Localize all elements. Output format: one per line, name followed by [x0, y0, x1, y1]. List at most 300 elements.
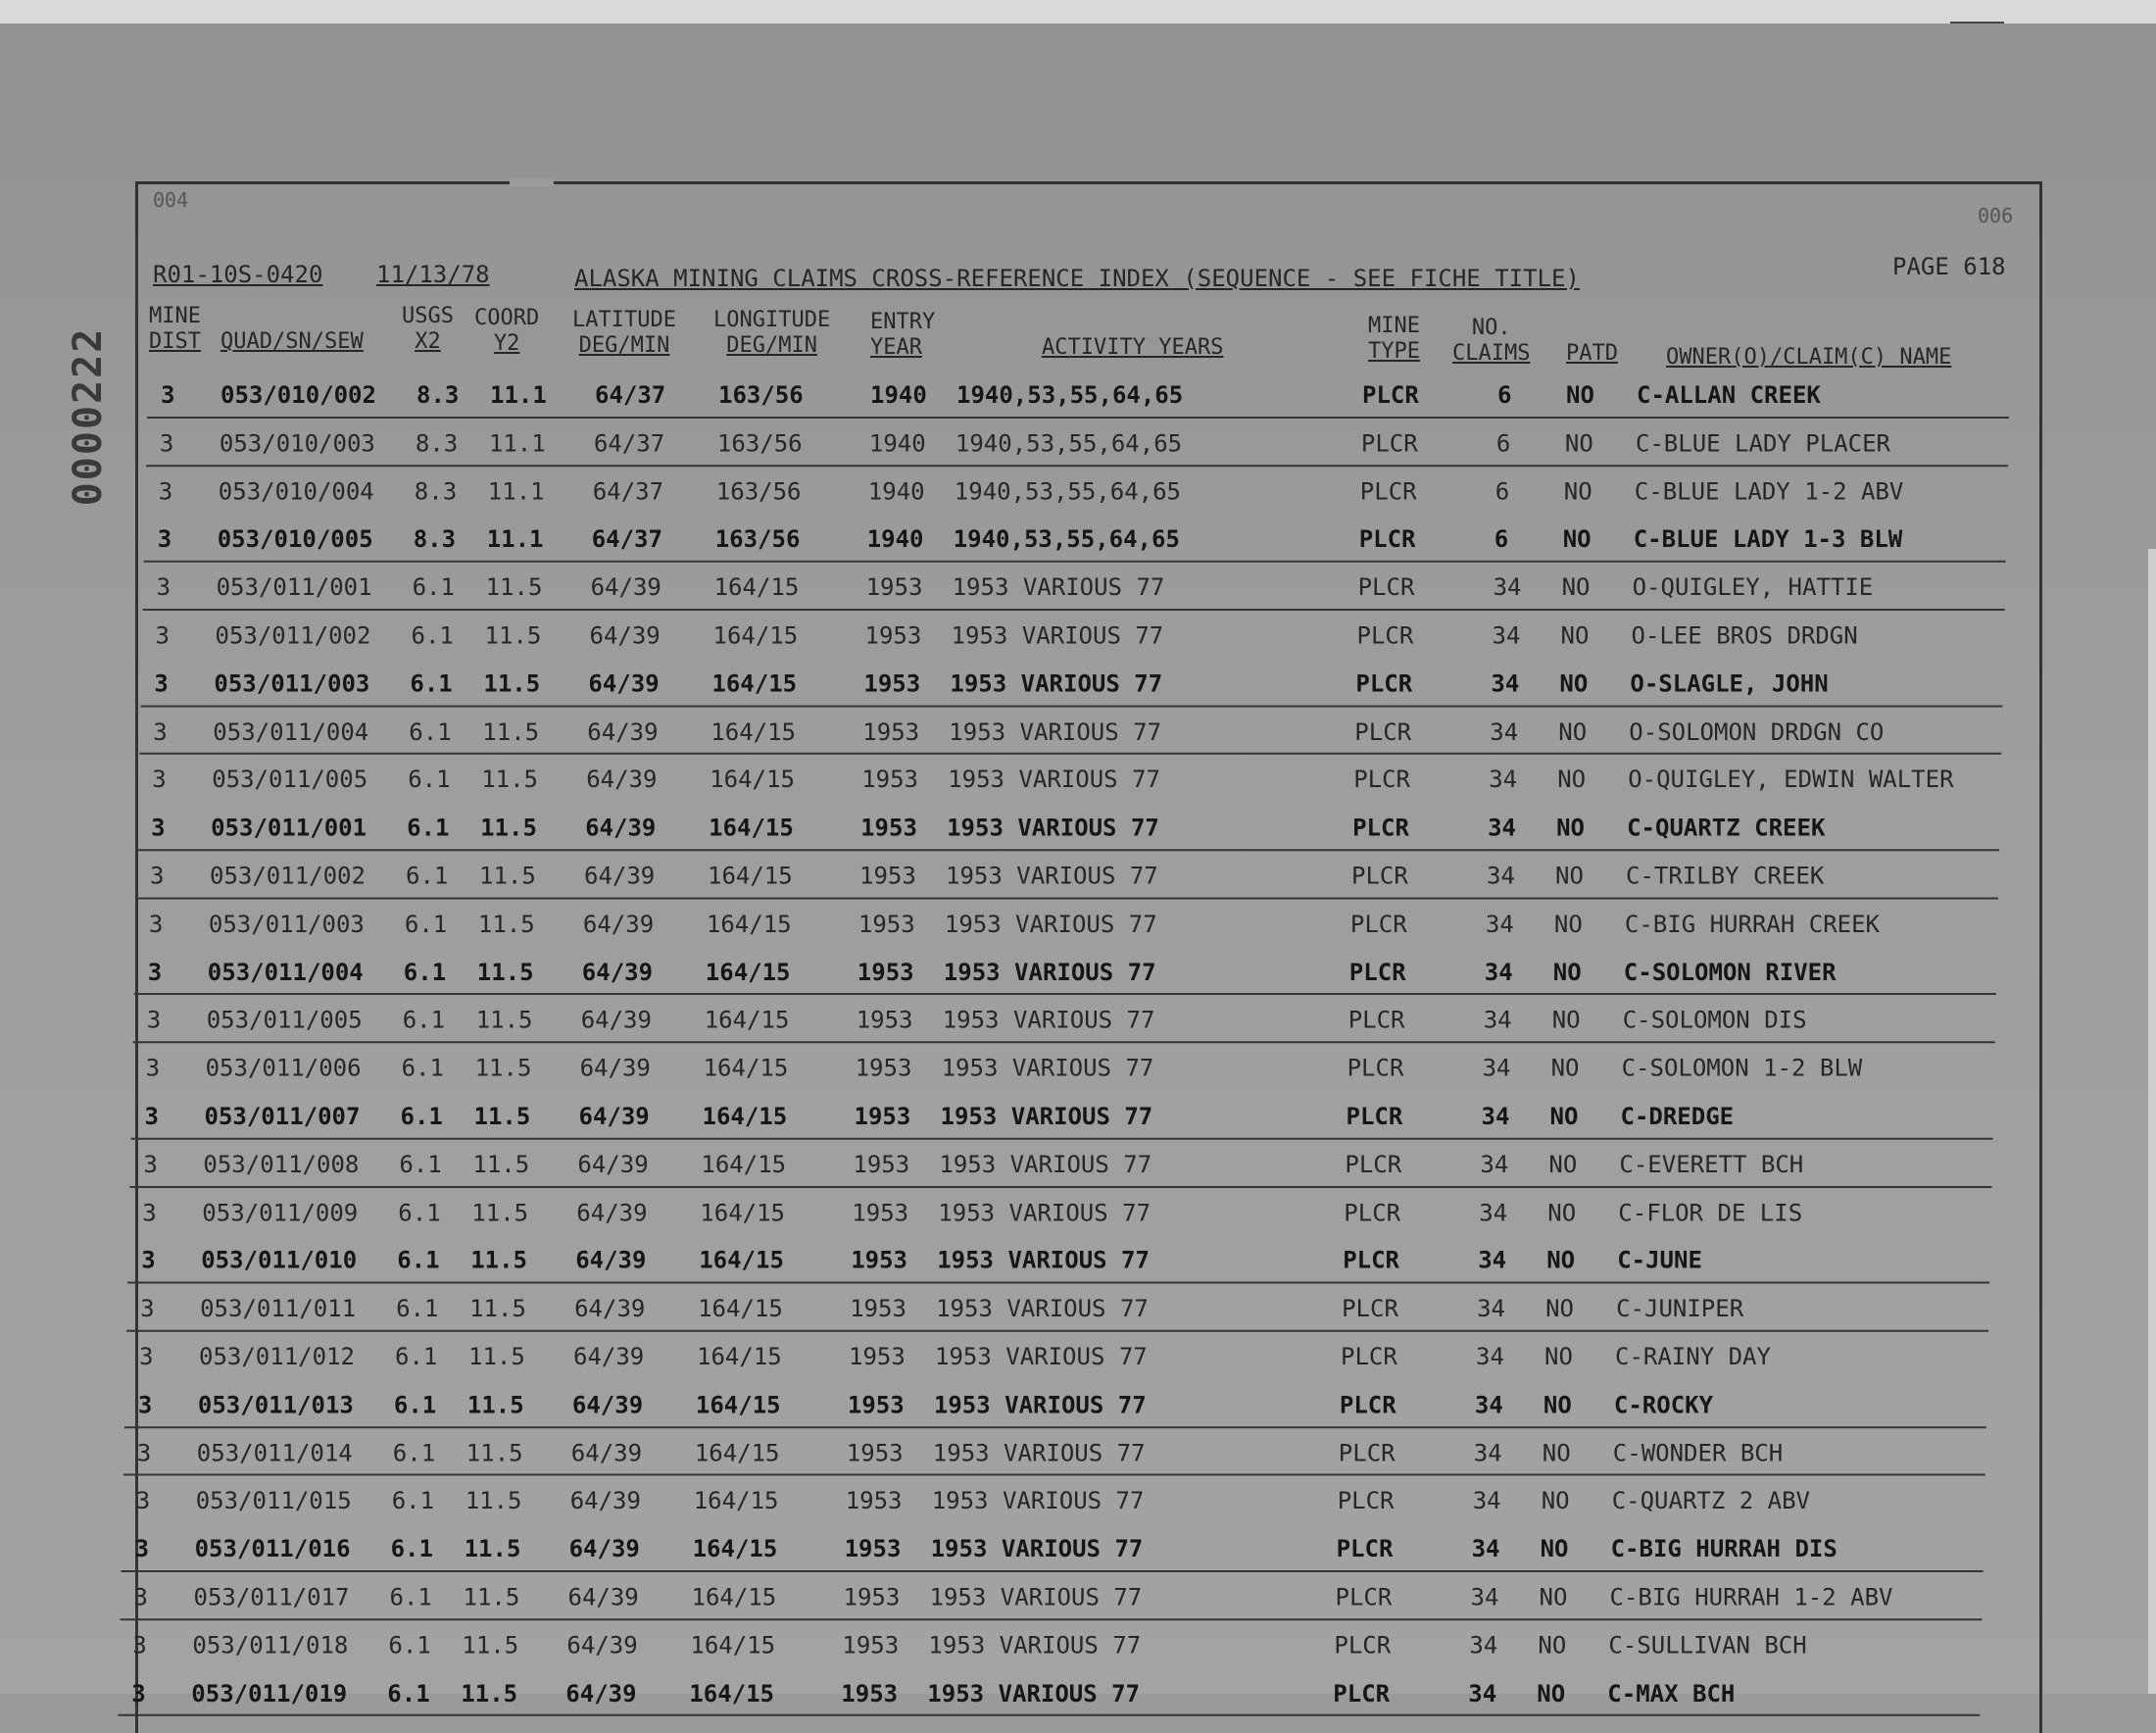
- entry-year-cell: 1940: [868, 429, 926, 458]
- coord-y2-cell: 11.5: [475, 1006, 533, 1034]
- mine-dist-cell: 3: [131, 1679, 146, 1708]
- report-date: 11/13/78: [376, 261, 490, 288]
- table-row: [118, 1670, 1980, 1718]
- usgs-x2-cell: 6.1: [397, 1246, 440, 1274]
- entry-year-cell: 1953: [863, 669, 921, 698]
- table-row: [128, 1190, 1990, 1238]
- quad-cell: 053/010/002: [220, 381, 376, 409]
- claims-count-cell: 34: [1489, 766, 1518, 794]
- activity-years-cell: 1953 VARIOUS 77: [944, 910, 1157, 938]
- entry-year-cell: 1953: [850, 1294, 906, 1322]
- mine-dist-cell: 3: [141, 1246, 156, 1274]
- fiche-number-text: 0000222: [66, 326, 111, 507]
- col-activity-label: ACTIVITY YEARS: [1042, 335, 1224, 360]
- claims-count-cell: 34: [1484, 958, 1513, 986]
- table-row: [122, 1526, 1984, 1574]
- table-row: [121, 1574, 1983, 1622]
- entry-year-cell: 1953: [857, 958, 914, 986]
- latitude-cell: 64/39: [573, 1342, 645, 1370]
- table-row: [123, 1430, 1985, 1478]
- quad-cell: 053/011/008: [203, 1150, 360, 1178]
- patented-cell: NO: [1561, 573, 1591, 602]
- quad-cell: 053/011/017: [193, 1583, 350, 1611]
- mine-type-cell: PLCR: [1351, 862, 1408, 890]
- mine-dist-cell: 3: [145, 1054, 161, 1082]
- quad-cell: 053/011/015: [195, 1487, 352, 1515]
- mine-dist-cell: 3: [143, 1150, 158, 1178]
- activity-years-cell: 1953 VARIOUS 77: [951, 621, 1164, 650]
- claims-count-cell: 34: [1488, 814, 1517, 842]
- coord-y2-cell: 11.5: [471, 1198, 529, 1226]
- longitude-cell: 164/15: [703, 1054, 789, 1082]
- mine-type-cell: PLCR: [1338, 1439, 1396, 1467]
- usgs-x2-cell: 6.1: [390, 1535, 433, 1563]
- mine-dist-cell: 3: [151, 814, 166, 842]
- mine-type-cell: PLCR: [1336, 1535, 1394, 1563]
- patented-cell: NO: [1563, 477, 1592, 506]
- patented-cell: NO: [1538, 1631, 1567, 1659]
- mine-type-cell: PLCR: [1344, 1198, 1401, 1226]
- claims-count-cell: 34: [1480, 1150, 1509, 1178]
- usgs-x2-cell: 6.1: [391, 1487, 435, 1515]
- quad-cell: 053/011/006: [205, 1054, 362, 1082]
- mine-type-cell: PLCR: [1353, 766, 1410, 794]
- longitude-cell: 164/15: [694, 1439, 780, 1467]
- claims-count-cell: 34: [1492, 621, 1521, 650]
- mine-dist-cell: 3: [140, 1294, 155, 1322]
- usgs-x2-cell: 6.1: [393, 1390, 437, 1418]
- entry-year-cell: 1953: [858, 910, 915, 938]
- mine-dist-cell: 3: [134, 1535, 150, 1563]
- table-row: [137, 805, 1999, 853]
- quad-cell: 053/010/003: [219, 429, 375, 458]
- quad-cell: 053/011/001: [216, 573, 372, 602]
- table-row: [146, 421, 2008, 469]
- table-row: [142, 613, 2004, 661]
- longitude-cell: 164/15: [690, 1631, 776, 1659]
- claims-count-cell: 34: [1479, 1198, 1508, 1226]
- top-margin: [0, 0, 2156, 24]
- table-row: [140, 661, 2002, 709]
- col-coord-line1: COORD: [474, 306, 540, 330]
- coord-y2-cell: 11.5: [477, 910, 535, 938]
- usgs-x2-cell: 6.1: [407, 814, 450, 842]
- right-edge: [2148, 549, 2156, 1694]
- mine-type-cell: PLCR: [1354, 718, 1412, 746]
- activity-years-cell: 1953 VARIOUS 77: [929, 1583, 1143, 1611]
- owner-claim-name-cell: C-JUNE: [1617, 1246, 1702, 1274]
- usgs-x2-cell: 6.1: [404, 910, 448, 938]
- table-row: [131, 1094, 1993, 1142]
- patented-cell: NO: [1551, 1006, 1581, 1034]
- mine-type-cell: PLCR: [1334, 1631, 1392, 1659]
- latitude-cell: 64/39: [569, 1487, 641, 1515]
- patented-cell: NO: [1545, 1294, 1575, 1322]
- longitude-cell: 164/15: [708, 862, 793, 890]
- usgs-x2-cell: 6.1: [412, 573, 455, 602]
- table-row: [139, 709, 2001, 757]
- coord-y2-cell: 11.5: [479, 862, 536, 890]
- claims-count-cell: 34: [1473, 1439, 1502, 1467]
- claims-count-cell: 34: [1482, 1054, 1511, 1082]
- coord-y2-cell: 11.5: [469, 1294, 526, 1322]
- activity-years-cell: 1940,53,55,64,65: [954, 477, 1181, 506]
- patented-cell: NO: [1543, 1390, 1572, 1418]
- latitude-cell: 64/39: [578, 1102, 650, 1130]
- quad-cell: 053/011/002: [215, 621, 371, 650]
- usgs-x2-cell: 6.1: [389, 1583, 432, 1611]
- longitude-cell: 164/15: [709, 814, 794, 842]
- entry-year-cell: 1953: [859, 862, 916, 890]
- claims-count-cell: 34: [1470, 1583, 1499, 1611]
- coord-y2-cell: 11.5: [462, 1631, 519, 1659]
- entry-year-cell: 1953: [861, 766, 918, 794]
- col-latitude-line1: LATITUDE: [572, 308, 676, 332]
- activity-years-cell: 1953 VARIOUS 77: [937, 1246, 1150, 1274]
- quad-cell: 053/010/005: [217, 525, 373, 554]
- activity-years-cell: 1953 VARIOUS 77: [947, 814, 1159, 842]
- mine-dist-cell: 3: [135, 1487, 151, 1515]
- owner-claim-name-cell: C-BIG HURRAH 1-2 ABV: [1609, 1583, 1893, 1611]
- quad-cell: 053/011/001: [211, 814, 368, 842]
- entry-year-cell: 1953: [862, 718, 920, 746]
- longitude-cell: 164/15: [695, 1390, 781, 1418]
- longitude-cell: 164/15: [702, 1102, 788, 1130]
- patented-cell: NO: [1566, 381, 1594, 409]
- longitude-cell: 164/15: [710, 718, 797, 746]
- usgs-x2-cell: 8.3: [416, 381, 460, 409]
- claims-count-cell: 34: [1493, 573, 1522, 602]
- mine-type-cell: PLCR: [1362, 381, 1419, 409]
- quad-cell: 053/011/011: [200, 1294, 357, 1322]
- usgs-x2-cell: 6.1: [387, 1679, 430, 1708]
- mine-dist-cell: 3: [137, 1390, 153, 1418]
- mine-type-cell: PLCR: [1360, 429, 1418, 458]
- activity-years-cell: 1953 VARIOUS 77: [942, 1006, 1155, 1034]
- col-mine-type-line1: MINE: [1368, 314, 1420, 338]
- mine-dist-cell: 3: [142, 1198, 157, 1226]
- table-row: [147, 372, 2009, 421]
- col-mine-type-line2: TYPE: [1368, 339, 1420, 364]
- longitude-cell: 164/15: [691, 1583, 777, 1611]
- activity-years-cell: 1953 VARIOUS 77: [938, 1198, 1152, 1226]
- entry-year-cell: 1940: [866, 525, 924, 554]
- claims-count-cell: 34: [1478, 1246, 1507, 1274]
- usgs-x2-cell: 6.1: [401, 1054, 444, 1082]
- activity-years-cell: 1953 VARIOUS 77: [949, 718, 1162, 746]
- entry-year-cell: 1953: [856, 1006, 913, 1034]
- quad-cell: 053/011/010: [201, 1246, 358, 1274]
- quad-cell: 053/011/003: [214, 669, 370, 698]
- activity-years-cell: 1953 VARIOUS 77: [928, 1631, 1142, 1659]
- usgs-x2-cell: 6.1: [395, 1342, 438, 1370]
- patented-cell: NO: [1539, 1583, 1568, 1611]
- mine-dist-cell: 3: [146, 1006, 162, 1034]
- coord-y2-cell: 11.1: [490, 381, 547, 409]
- table-row: [133, 998, 1995, 1046]
- claims-count-cell: 6: [1495, 429, 1511, 458]
- activity-years-cell: 1940,53,55,64,65: [956, 381, 1184, 409]
- claims-count-cell: 34: [1485, 910, 1514, 938]
- latitude-cell: 64/39: [590, 573, 662, 602]
- quad-cell: 053/011/016: [194, 1535, 351, 1563]
- usgs-x2-cell: 6.1: [409, 718, 452, 746]
- entry-year-cell: 1953: [860, 814, 917, 842]
- owner-claim-name-cell: C-QUARTZ 2 ABV: [1611, 1487, 1810, 1515]
- coord-y2-cell: 11.5: [473, 1102, 531, 1130]
- mine-dist-cell: 3: [150, 862, 165, 890]
- longitude-cell: 164/15: [698, 1294, 783, 1322]
- mine-type-cell: PLCR: [1352, 814, 1409, 842]
- mine-type-cell: PLCR: [1346, 1102, 1403, 1130]
- activity-years-cell: 1953 VARIOUS 77: [946, 862, 1158, 890]
- owner-claim-name-cell: C-DREDGE: [1620, 1102, 1735, 1130]
- mine-type-cell: PLCR: [1333, 1679, 1391, 1708]
- latitude-cell: 64/39: [581, 958, 654, 986]
- latitude-cell: 64/39: [570, 1439, 643, 1467]
- activity-years-cell: 1953 VARIOUS 77: [932, 1439, 1146, 1467]
- longitude-cell: 163/56: [715, 477, 802, 506]
- coord-y2-cell: 11.5: [465, 1487, 522, 1515]
- patented-cell: NO: [1559, 669, 1589, 698]
- latitude-cell: 64/39: [579, 1054, 651, 1082]
- claims-count-cell: 34: [1477, 1294, 1506, 1322]
- table-row: [138, 757, 2000, 805]
- quad-cell: 053/011/005: [206, 1006, 363, 1034]
- table-row: [135, 902, 1997, 950]
- activity-years-cell: 1953 VARIOUS 77: [927, 1679, 1141, 1708]
- claims-count-cell: 34: [1490, 718, 1519, 746]
- col-latitude: [572, 308, 676, 359]
- col-longitude: [713, 308, 830, 359]
- coord-y2-cell: 11.1: [488, 429, 546, 458]
- mine-dist-cell: 3: [159, 429, 174, 458]
- frame-gap: [510, 178, 554, 186]
- mine-type-cell: PLCR: [1355, 669, 1413, 698]
- quad-cell: 053/011/014: [196, 1439, 353, 1467]
- claims-count-cell: 34: [1468, 1679, 1497, 1708]
- coord-y2-cell: 11.5: [466, 1390, 524, 1418]
- patented-cell: NO: [1546, 1246, 1576, 1274]
- owner-claim-name-cell: C-TRILBY CREEK: [1626, 862, 1825, 890]
- mine-dist-cell: 3: [148, 910, 164, 938]
- owner-claim-name-cell: C-BLUE LADY PLACER: [1635, 429, 1890, 458]
- coord-y2-cell: 11.5: [472, 1150, 530, 1178]
- activity-years-cell: 1953 VARIOUS 77: [931, 1487, 1145, 1515]
- mine-type-cell: PLCR: [1349, 910, 1407, 938]
- usgs-x2-cell: 6.1: [411, 621, 454, 650]
- mine-dist-cell: 3: [157, 525, 172, 554]
- table-row: [119, 1622, 1981, 1670]
- coord-y2-cell: 11.5: [481, 766, 538, 794]
- latitude-cell: 64/39: [565, 1679, 637, 1708]
- claims-count-cell: 34: [1472, 1487, 1501, 1515]
- entry-year-cell: 1953: [846, 1439, 904, 1467]
- longitude-cell: 164/15: [711, 669, 798, 698]
- longitude-cell: 164/15: [689, 1679, 775, 1708]
- corner-code-right: 006: [1978, 204, 2014, 227]
- patented-cell: NO: [1550, 1054, 1580, 1082]
- col-claims-line1: NO.: [1471, 316, 1511, 340]
- patented-cell: NO: [1556, 814, 1586, 842]
- activity-years-cell: 1953 VARIOUS 77: [930, 1535, 1144, 1563]
- latitude-cell: 64/37: [591, 525, 662, 554]
- coord-y2-cell: 11.5: [464, 1535, 521, 1563]
- usgs-x2-cell: 6.1: [398, 1198, 441, 1226]
- col-quad-label: QUAD/SN/SEW: [220, 329, 364, 354]
- latitude-cell: 64/39: [587, 718, 659, 746]
- quad-cell: 053/011/019: [191, 1679, 348, 1708]
- owner-claim-name-cell: C-EVERETT BCH: [1619, 1150, 1804, 1178]
- activity-years-cell: 1953 VARIOUS 77: [935, 1342, 1148, 1370]
- mine-type-cell: PLCR: [1356, 621, 1414, 650]
- mine-type-cell: PLCR: [1359, 477, 1417, 506]
- latitude-cell: 64/37: [595, 381, 666, 409]
- longitude-cell: 163/56: [718, 381, 804, 409]
- coord-y2-cell: 11.5: [461, 1679, 518, 1708]
- owner-claim-name-cell: C-ALLAN CREEK: [1637, 381, 1821, 409]
- col-entry-year: [870, 310, 935, 361]
- longitude-cell: 164/15: [701, 1150, 787, 1178]
- mine-dist-cell: 3: [147, 958, 163, 986]
- latitude-cell: 64/37: [592, 477, 664, 506]
- claims-count-cell: 34: [1491, 669, 1520, 698]
- mine-type-cell: PLCR: [1341, 1342, 1397, 1370]
- col-mine-dist-line2: DIST: [149, 329, 201, 354]
- mine-type-cell: PLCR: [1347, 1054, 1404, 1082]
- patented-cell: NO: [1547, 1198, 1577, 1226]
- entry-year-cell: 1953: [852, 1198, 909, 1226]
- claims-count-cell: 6: [1494, 477, 1510, 506]
- mine-dist-cell: 3: [153, 718, 168, 746]
- coord-y2-cell: 11.5: [466, 1439, 523, 1467]
- table-row: [127, 1238, 1989, 1286]
- owner-claim-name-cell: C-WONDER BCH: [1612, 1439, 1784, 1467]
- activity-years-cell: 1953 VARIOUS 77: [933, 1390, 1147, 1418]
- table-row: [124, 1382, 1986, 1430]
- col-activity: [1042, 335, 1223, 361]
- col-coord-line2: Y2: [493, 331, 520, 356]
- longitude-cell: 164/15: [710, 766, 795, 794]
- quad-cell: 053/011/004: [207, 958, 364, 986]
- usgs-x2-cell: 6.1: [400, 1102, 443, 1130]
- claims-table: [131, 372, 2009, 1711]
- coord-y2-cell: 11.5: [468, 1342, 525, 1370]
- table-row: [143, 565, 2005, 613]
- patented-cell: NO: [1553, 910, 1583, 938]
- mine-type-cell: PLCR: [1348, 1006, 1405, 1034]
- latitude-cell: 64/37: [593, 429, 665, 458]
- owner-claim-name-cell: C-QUARTZ CREEK: [1627, 814, 1826, 842]
- quad-cell: 053/011/018: [192, 1631, 349, 1659]
- usgs-x2-cell: 6.1: [410, 669, 453, 698]
- usgs-x2-cell: 6.1: [406, 862, 449, 890]
- patented-cell: NO: [1540, 1535, 1569, 1563]
- patented-cell: NO: [1541, 1487, 1570, 1515]
- quad-cell: 053/011/005: [212, 766, 368, 794]
- claims-count-cell: 6: [1497, 381, 1512, 409]
- patented-cell: NO: [1544, 1342, 1573, 1370]
- mine-dist-cell: 3: [152, 766, 167, 794]
- latitude-cell: 64/39: [588, 669, 660, 698]
- col-patd: [1566, 341, 1618, 367]
- mine-dist-cell: 3: [132, 1631, 147, 1659]
- longitude-cell: 163/56: [716, 429, 803, 458]
- claims-count-cell: 34: [1469, 1631, 1498, 1659]
- quad-cell: 053/011/007: [204, 1102, 361, 1130]
- entry-year-cell: 1953: [853, 1150, 910, 1178]
- latitude-cell: 64/39: [576, 1198, 648, 1226]
- quad-cell: 053/011/004: [213, 718, 369, 746]
- longitude-cell: 164/15: [704, 1006, 790, 1034]
- owner-claim-name-cell: O-SLAGLE, JOHN: [1630, 669, 1829, 698]
- owner-claim-name-cell: C-SOLOMON DIS: [1622, 1006, 1807, 1034]
- table-row: [125, 1334, 1987, 1382]
- claims-count-cell: 34: [1481, 1102, 1510, 1130]
- longitude-cell: 164/15: [700, 1198, 786, 1226]
- patented-cell: NO: [1562, 525, 1592, 554]
- longitude-cell: 164/15: [705, 958, 791, 986]
- entry-year-cell: 1953: [865, 573, 923, 602]
- latitude-cell: 64/39: [585, 814, 657, 842]
- col-mine-dist: [149, 304, 201, 355]
- patented-cell: NO: [1560, 621, 1590, 650]
- col-entry-line2: YEAR: [870, 335, 922, 360]
- fiche-number: [59, 304, 118, 529]
- mine-dist-cell: 3: [136, 1439, 152, 1467]
- latitude-cell: 64/39: [566, 1631, 638, 1659]
- owner-claim-name-cell: C-MAX BCH: [1607, 1679, 1736, 1708]
- patented-cell: NO: [1557, 766, 1587, 794]
- usgs-x2-cell: 8.3: [415, 429, 459, 458]
- owner-claim-name-cell: C-SULLIVAN BCH: [1608, 1631, 1807, 1659]
- quad-cell: 053/011/002: [210, 862, 366, 890]
- latitude-cell: 64/39: [580, 1006, 652, 1034]
- owner-claim-name-cell: C-BLUE LADY 1-2 ABV: [1634, 477, 1904, 506]
- latitude-cell: 64/39: [575, 1246, 647, 1274]
- patented-cell: NO: [1552, 958, 1582, 986]
- patented-cell: NO: [1548, 1150, 1578, 1178]
- latitude-cell: 64/39: [574, 1294, 646, 1322]
- quad-cell: 053/011/013: [197, 1390, 354, 1418]
- mine-dist-cell: 3: [161, 381, 175, 409]
- table-row: [144, 517, 2006, 565]
- longitude-cell: 164/15: [712, 621, 799, 650]
- coord-y2-cell: 11.1: [487, 477, 545, 506]
- latitude-cell: 64/39: [571, 1390, 644, 1418]
- coord-y2-cell: 11.5: [483, 669, 541, 698]
- latitude-cell: 64/39: [577, 1150, 649, 1178]
- col-longitude-line1: LONGITUDE: [713, 308, 831, 332]
- patented-cell: NO: [1537, 1679, 1566, 1708]
- table-row: [122, 1478, 1984, 1526]
- owner-claim-name-cell: C-BIG HURRAH DIS: [1610, 1535, 1838, 1563]
- entry-year-cell: 1953: [854, 1102, 911, 1130]
- patented-cell: NO: [1542, 1439, 1571, 1467]
- claims-count-cell: 34: [1487, 862, 1515, 890]
- quad-cell: 053/010/004: [218, 477, 374, 506]
- claims-count-cell: 34: [1474, 1390, 1503, 1418]
- mine-type-cell: PLCR: [1357, 573, 1415, 602]
- table-row: [145, 469, 2007, 517]
- activity-years-cell: 1953 VARIOUS 77: [952, 573, 1165, 602]
- entry-year-cell: 1953: [851, 1246, 907, 1274]
- coord-y2-cell: 11.5: [470, 1246, 527, 1274]
- usgs-x2-cell: 6.1: [399, 1150, 442, 1178]
- latitude-cell: 64/39: [567, 1583, 639, 1611]
- mine-dist-cell: 3: [144, 1102, 159, 1130]
- claims-count-cell: 6: [1494, 525, 1509, 554]
